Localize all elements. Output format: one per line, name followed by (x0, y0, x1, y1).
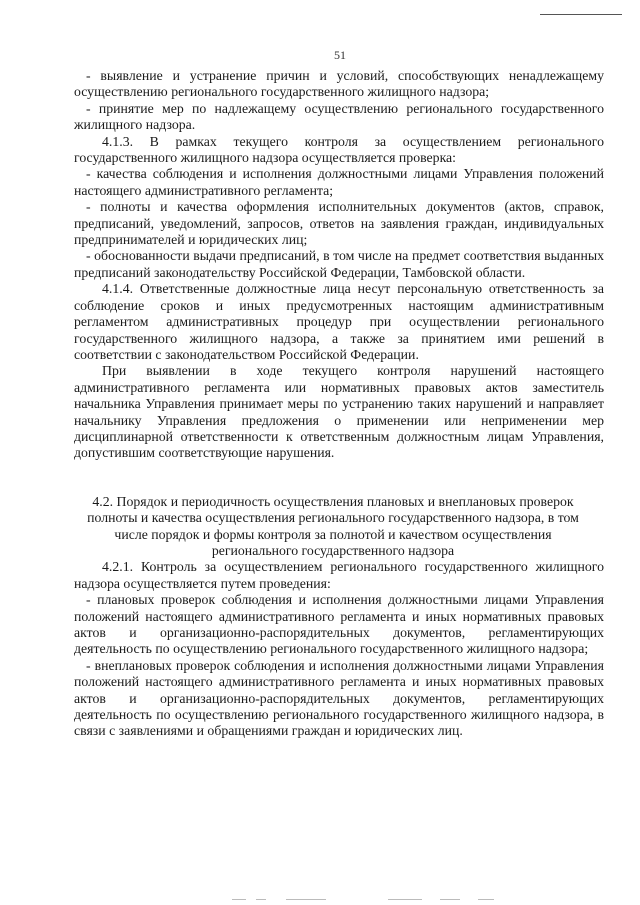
paragraph: - принятие мер по надлежащему осуществлению регионального государственного жилищного надзора. (74, 100, 604, 133)
document-body (74, 68, 604, 740)
paragraph: 4.1.3. В рамках текущего контроля за осуществлением регионального государственного жилищного надзора осуществляется проверка: (74, 133, 604, 166)
section-spacer (74, 462, 604, 494)
paragraph: 4.1.4. Ответственные должностные лица несут персональную ответственность за соблюдение сроков и иных предусмотренных настоящим административным регламентом административных процедур при осуществлении регионального государственного жилищного надзора, а также за принятием ими решений в соответствии с законодательством Российской Федерации. (74, 281, 604, 362)
paragraph: - внеплановых проверок соблюдения и исполнения должностными лицами Управления положений настоящего административного регламента и иных нормативных правовых актов и организационно-распорядительных документов, регламентирующих деятельность по осуществлению регионального государственного жилищного надзора, в связи с заявлениями и обращениями граждан и юридических лиц. (74, 657, 604, 739)
section-heading: 4.2. Порядок и периодичность осуществления плановых и внеплановых проверок полноты и качества осуществления регионального государственного надзора, в том числе порядок и формы контроля за полнотой и качеством осуществления регионального государственного надзора (87, 493, 579, 558)
scan-edge-line (540, 14, 622, 15)
paragraph: - плановых проверок соблюдения и исполнения должностными лицами Управления положений настоящего административного регламента и иных нормативных правовых актов и организационно-распорядительных документов, регламентирующих деятельность по осуществлению регионального государственного жилищного надзора; (74, 592, 604, 657)
page-number: 51 (334, 48, 346, 62)
paragraph: - полноты и качества оформления исполнительных документов (актов, справок, предписаний, уведомлений, запросов, ответов на заявления граждан, индивидуальных предпринимателей и юридических лиц; (74, 199, 604, 248)
paragraph: При выявлении в ходе текущего контроля нарушений настоящего административного регламента или нормативных правовых актов заместитель начальника Управления принимает меры по устранению таких нарушений и направляет начальнику Управления предложения о применении или неприменении мер дисциплинарной ответственности к ответственным должностным лицам Управления, допустившим соответствующие нарушения. (74, 363, 604, 461)
paragraph: - обоснованности выдачи предписаний, в том числе на предмет соответствия выданных предписаний законодательству Российской Федерации, Тамбовской области. (74, 248, 604, 280)
scan-edge-footer (0, 893, 640, 905)
paragraph: 4.2.1. Контроль за осуществлением регионального государственного жилищного надзора осуществляется путем проведения: (74, 559, 604, 591)
paragraph: - выявление и устранение причин и условий, способствующих ненадлежащему осуществлению регионального государственного жилищного надзора; (74, 68, 604, 100)
paragraph: - качества соблюдения и исполнения должностными лицами Управления положений настоящего административного регламента; (74, 166, 604, 198)
